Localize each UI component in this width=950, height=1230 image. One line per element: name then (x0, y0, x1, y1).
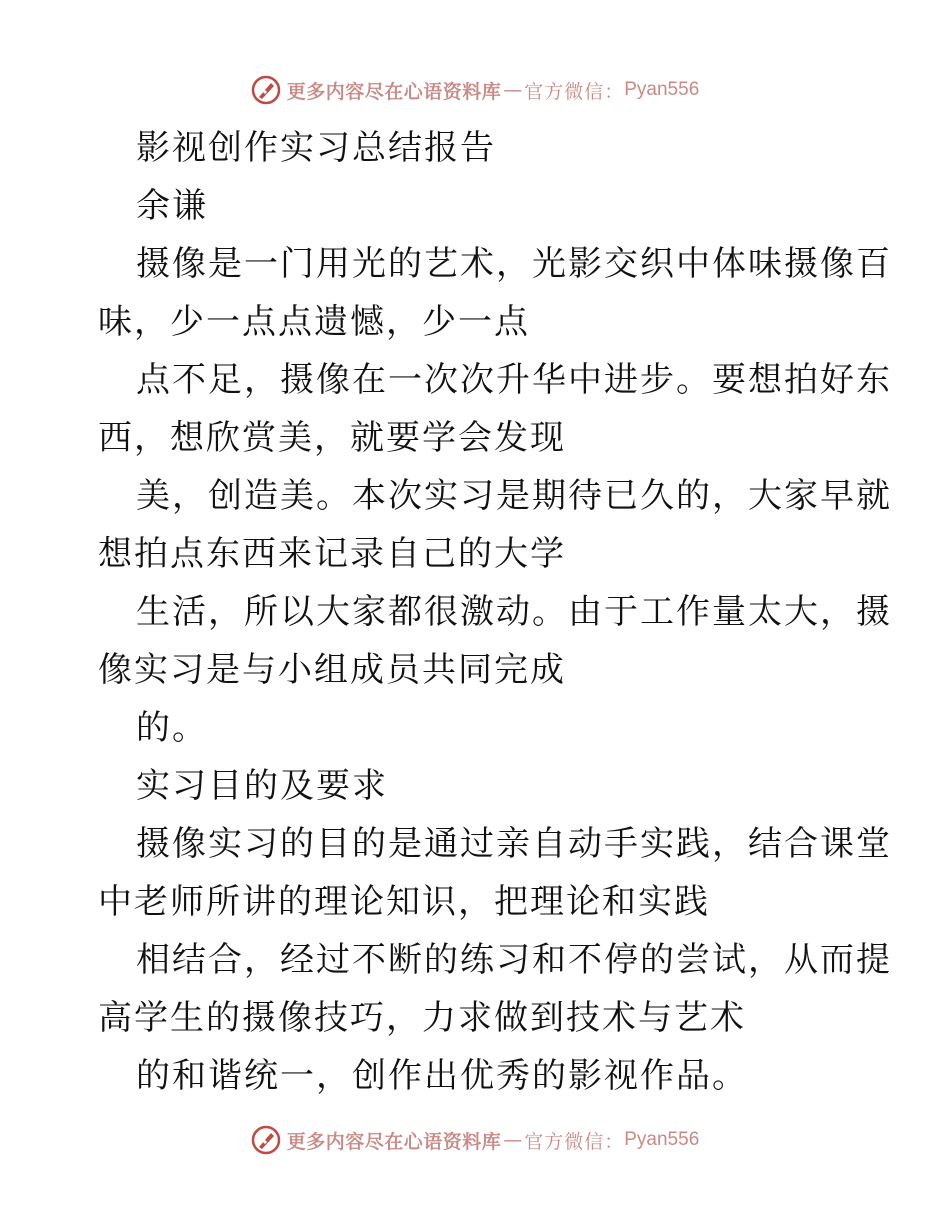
paragraph-line: 美，创造美。本次实习是期待已久的，大家早就 (136, 476, 892, 516)
paragraph-line: 西，想欣赏美，就要学会发现 (98, 418, 566, 458)
paragraph-line: 的和谐统一，创作出优秀的影视作品。 (136, 1056, 748, 1096)
paragraph-line: 摄像实习的目的是通过亲自动手实践，结合课堂 (136, 824, 892, 864)
paragraph-line: 中老师所讲的理论知识，把理论和实践 (98, 882, 710, 922)
watermark-brand: 更多内容尽在心语资料库 (286, 1130, 502, 1153)
paragraph-line: 像实习是与小组成员共同完成 (98, 650, 566, 690)
watermark-official: 官方微信： (524, 1130, 625, 1153)
watermark-dash: — (503, 79, 523, 101)
paragraph-line: 味，少一点点遗憾，少一点 (98, 302, 530, 342)
paragraph-line: 高学生的摄像技巧，力求做到技术与艺术 (98, 998, 746, 1038)
paragraph-line: 生活，所以大家都很激动。由于工作量太大，摄 (136, 592, 892, 632)
section-heading: 实习目的及要求 (136, 766, 388, 806)
paragraph-line: 相结合，经过不断的练习和不停的尝试，从而提 (136, 940, 892, 980)
watermark-id: Pyan556 (624, 1129, 700, 1150)
pen-nib-circle-icon (251, 1125, 281, 1155)
watermark-id: Pyan556 (624, 79, 700, 100)
paragraph-line: 摄像是一门用光的艺术，光影交织中体味摄像百 (136, 244, 892, 284)
header-watermark (0, 70, 950, 110)
document-author: 余谦 (136, 186, 208, 226)
pen-nib-circle-icon (251, 75, 281, 105)
footer-watermark (0, 1120, 950, 1160)
watermark-brand: 更多内容尽在心语资料库 (286, 80, 502, 103)
paragraph-line: 想拍点东西来记录自己的大学 (98, 534, 566, 574)
document-title: 影视创作实习总结报告 (136, 128, 496, 168)
watermark-dash: — (503, 1129, 523, 1151)
paragraph-line: 点不足，摄像在一次次升华中进步。要想拍好东 (136, 360, 892, 400)
paragraph-line: 的。 (136, 708, 208, 748)
watermark-official: 官方微信： (524, 80, 625, 103)
